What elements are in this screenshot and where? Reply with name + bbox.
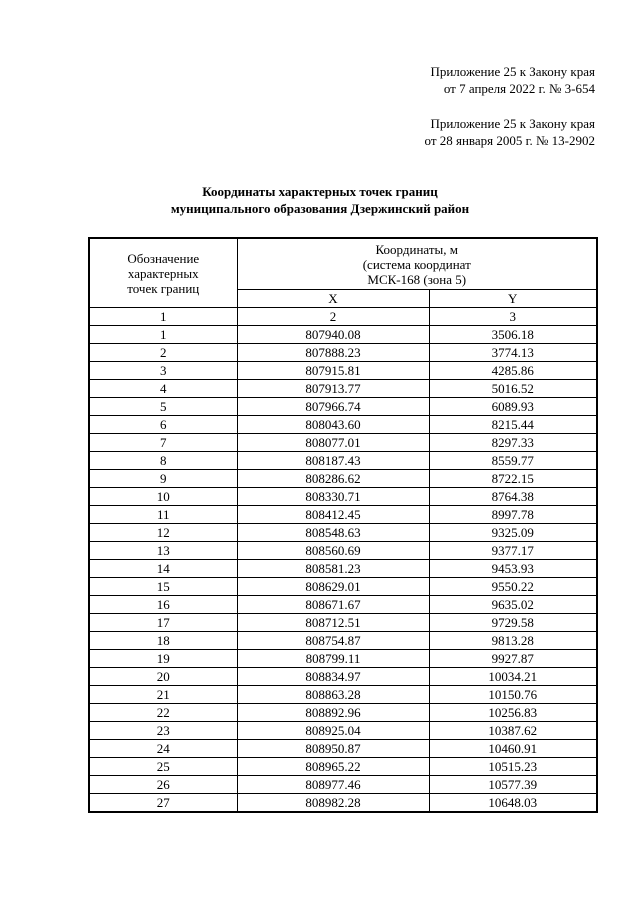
point-number-cell: 13 (89, 542, 237, 560)
y-coordinate-cell: 9635.02 (429, 596, 597, 614)
point-number-cell: 3 (89, 362, 237, 380)
appendix-current-line1: Приложение 25 к Закону края (430, 64, 595, 79)
y-coordinate-cell: 8297.33 (429, 434, 597, 452)
column-number-3: 3 (429, 308, 597, 326)
table-row (89, 470, 597, 488)
y-coordinate-cell: 10460.91 (429, 740, 597, 758)
document-title (0, 183, 640, 217)
table-row (89, 578, 597, 596)
point-number-cell: 20 (89, 668, 237, 686)
point-number-cell: 6 (89, 416, 237, 434)
table-row (89, 686, 597, 704)
y-coordinate-cell: 3774.13 (429, 344, 597, 362)
y-coordinate-cell: 10034.21 (429, 668, 597, 686)
table-row (89, 452, 597, 470)
point-number-cell: 19 (89, 650, 237, 668)
y-coordinate-cell: 5016.52 (429, 380, 597, 398)
column-number-1: 1 (89, 308, 237, 326)
y-coordinate-cell: 8559.77 (429, 452, 597, 470)
point-number-cell: 15 (89, 578, 237, 596)
x-coordinate-cell: 808965.22 (237, 758, 429, 776)
x-coordinate-cell: 808187.43 (237, 452, 429, 470)
table-row (89, 650, 597, 668)
coordinates-header (237, 238, 597, 290)
x-coordinate-cell: 808548.63 (237, 524, 429, 542)
point-number-cell: 2 (89, 344, 237, 362)
x-coordinate-cell: 808834.97 (237, 668, 429, 686)
y-column-header: Y (429, 290, 597, 308)
x-coordinate-cell: 808043.60 (237, 416, 429, 434)
table-row (89, 434, 597, 452)
y-coordinate-cell: 9729.58 (429, 614, 597, 632)
x-coordinate-cell: 808950.87 (237, 740, 429, 758)
point-number-cell: 12 (89, 524, 237, 542)
appendix-original-line1: Приложение 25 к Закону края (430, 116, 595, 131)
table-row (89, 560, 597, 578)
point-number-cell: 1 (89, 326, 237, 344)
point-number-cell: 23 (89, 722, 237, 740)
table-row (89, 488, 597, 506)
table-header-row (89, 238, 597, 290)
table-row (89, 524, 597, 542)
y-coordinate-cell: 10387.62 (429, 722, 597, 740)
table-row (89, 326, 597, 344)
point-designation-header (89, 238, 237, 308)
x-coordinate-cell: 808977.46 (237, 776, 429, 794)
document-title-line2: муниципального образования Дзержинский район (170, 201, 470, 216)
y-coordinate-cell: 9377.17 (429, 542, 597, 560)
x-coordinate-cell: 808077.01 (237, 434, 429, 452)
y-coordinate-cell: 8722.15 (429, 470, 597, 488)
point-number-cell: 26 (89, 776, 237, 794)
y-coordinate-cell: 8764.38 (429, 488, 597, 506)
y-coordinate-cell: 10515.23 (429, 758, 597, 776)
x-coordinate-cell: 808629.01 (237, 578, 429, 596)
table-row (89, 776, 597, 794)
y-coordinate-cell: 9325.09 (429, 524, 597, 542)
y-coordinate-cell: 9550.22 (429, 578, 597, 596)
point-number-cell: 14 (89, 560, 237, 578)
x-coordinate-cell: 808712.51 (237, 614, 429, 632)
x-coordinate-cell: 808982.28 (237, 794, 429, 813)
x-coordinate-cell: 808754.87 (237, 632, 429, 650)
point-number-cell: 7 (89, 434, 237, 452)
x-column-header: X (237, 290, 429, 308)
y-coordinate-cell: 8997.78 (429, 506, 597, 524)
document-title-line1: Координаты характерных точек границ (202, 184, 438, 199)
coords-header-line2: (система координат (362, 256, 471, 272)
table-row (89, 380, 597, 398)
x-coordinate-cell: 808892.96 (237, 704, 429, 722)
point-number-cell: 4 (89, 380, 237, 398)
point-number-cell: 25 (89, 758, 237, 776)
point-number-cell: 9 (89, 470, 237, 488)
x-coordinate-cell: 808671.67 (237, 596, 429, 614)
y-coordinate-cell: 8215.44 (429, 416, 597, 434)
point-header-line2: характерных (127, 265, 199, 281)
x-coordinate-cell: 807913.77 (237, 380, 429, 398)
table-row (89, 722, 597, 740)
coords-header-line3: МСК-168 (зона 5) (367, 271, 467, 287)
appendix-header-current (430, 63, 595, 97)
table-row (89, 344, 597, 362)
appendix-original-line2: от 28 января 2005 г. № 13-2902 (424, 133, 595, 148)
coords-header-line1: Координаты, м (375, 241, 458, 257)
coordinates-table (88, 237, 598, 813)
point-header-line3: точек границ (127, 280, 200, 296)
table-row (89, 362, 597, 380)
y-coordinate-cell: 9927.87 (429, 650, 597, 668)
table-row (89, 614, 597, 632)
table-row (89, 758, 597, 776)
point-number-cell: 21 (89, 686, 237, 704)
appendix-header-original (424, 115, 595, 149)
x-coordinate-cell: 808412.45 (237, 506, 429, 524)
x-coordinate-cell: 807888.23 (237, 344, 429, 362)
point-number-cell: 16 (89, 596, 237, 614)
point-number-cell: 8 (89, 452, 237, 470)
x-coordinate-cell: 808925.04 (237, 722, 429, 740)
point-number-cell: 11 (89, 506, 237, 524)
x-coordinate-cell: 807966.74 (237, 398, 429, 416)
x-coordinate-cell: 807915.81 (237, 362, 429, 380)
point-number-cell: 22 (89, 704, 237, 722)
x-coordinate-cell: 808330.71 (237, 488, 429, 506)
y-coordinate-cell: 10150.76 (429, 686, 597, 704)
x-coordinate-cell: 808560.69 (237, 542, 429, 560)
table-row (89, 506, 597, 524)
table-row (89, 596, 597, 614)
table-row (89, 704, 597, 722)
column-number-2: 2 (237, 308, 429, 326)
table-row (89, 632, 597, 650)
point-number-cell: 24 (89, 740, 237, 758)
y-coordinate-cell: 6089.93 (429, 398, 597, 416)
x-coordinate-cell: 808581.23 (237, 560, 429, 578)
x-coordinate-cell: 808863.28 (237, 686, 429, 704)
y-coordinate-cell: 10577.39 (429, 776, 597, 794)
y-coordinate-cell: 10648.03 (429, 794, 597, 813)
point-number-cell: 10 (89, 488, 237, 506)
y-coordinate-cell: 4285.86 (429, 362, 597, 380)
y-coordinate-cell: 9813.28 (429, 632, 597, 650)
table-row (89, 542, 597, 560)
point-number-cell: 27 (89, 794, 237, 813)
x-coordinate-cell: 807940.08 (237, 326, 429, 344)
x-coordinate-cell: 808799.11 (237, 650, 429, 668)
table-row (89, 668, 597, 686)
point-number-cell: 18 (89, 632, 237, 650)
table-row (89, 740, 597, 758)
x-coordinate-cell: 808286.62 (237, 470, 429, 488)
y-coordinate-cell: 9453.93 (429, 560, 597, 578)
table-row (89, 416, 597, 434)
point-number-cell: 5 (89, 398, 237, 416)
y-coordinate-cell: 3506.18 (429, 326, 597, 344)
table-row (89, 794, 597, 813)
appendix-current-line2: от 7 апреля 2022 г. № 3-654 (443, 81, 595, 96)
y-coordinate-cell: 10256.83 (429, 704, 597, 722)
column-number-row (89, 308, 597, 326)
point-number-cell: 17 (89, 614, 237, 632)
table-row (89, 398, 597, 416)
point-header-line1: Обозначение (127, 250, 200, 266)
